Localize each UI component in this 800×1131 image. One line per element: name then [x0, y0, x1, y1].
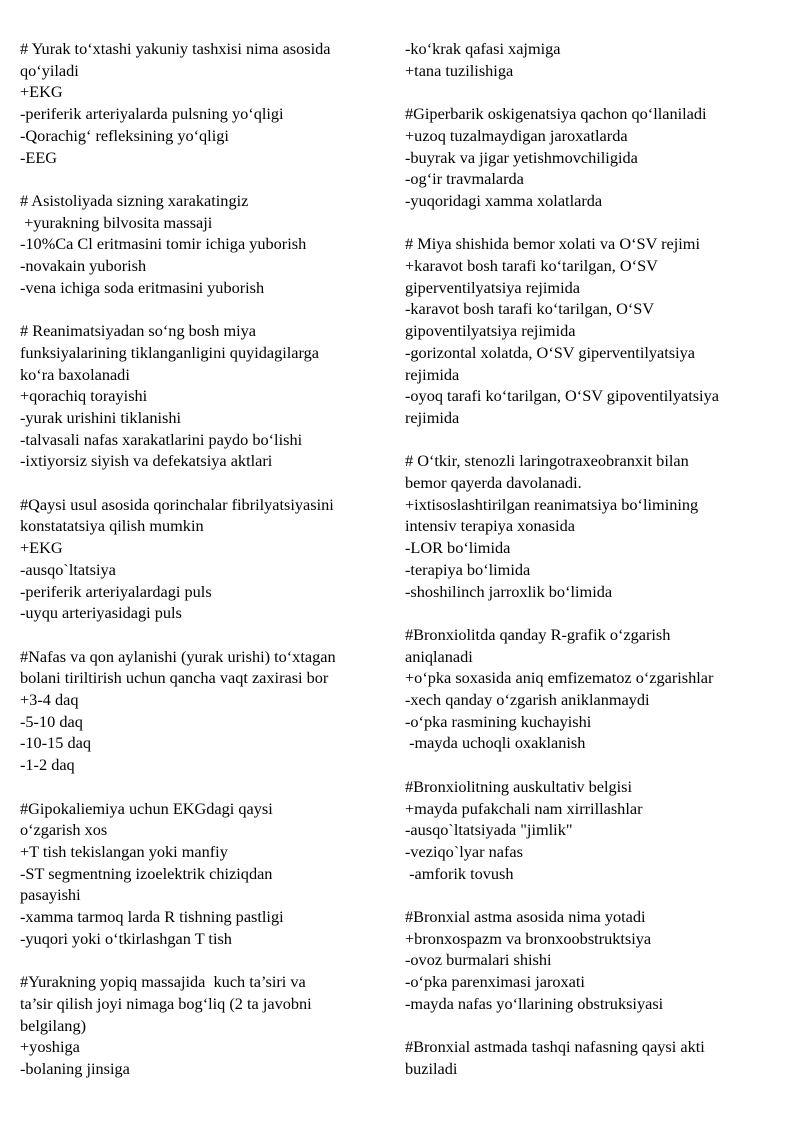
- answer-option-line: -yuqoridagi xamma xolatlarda: [405, 190, 603, 210]
- correct-answer-line: +yoshiga: [20, 1037, 80, 1057]
- answer-option-line: -o‘pka rasmining kuchayishi: [405, 711, 592, 731]
- answer-option-line: -ausqo`ltatsiyada "jimlik": [405, 820, 573, 840]
- correct-answer-line: +3-4 daq: [20, 690, 79, 710]
- answer-option-line: -1-2 daq: [20, 755, 75, 775]
- question-line: # Yurak to‘xtashi yakuniy tashxisi nima asosida: [20, 39, 331, 58]
- blank-line: [405, 754, 775, 776]
- answer-option-line: -periferik arteriyalardagi puls: [20, 581, 212, 601]
- answer-option-line: -terapiya bo‘limida: [405, 559, 531, 579]
- question-line: # Asistoliyada sizning xarakatingiz: [20, 190, 249, 210]
- blank-line: [20, 624, 388, 646]
- answer-option-line: -buyrak va jigar yetishmovchiligida: [405, 147, 638, 167]
- answer-option-line: -ovoz burmalari shishi: [405, 950, 552, 970]
- question-line: #Bronxial astma asosida nima yotadi: [405, 907, 646, 927]
- blank-line: [20, 776, 388, 798]
- answer-option-line: -novakain yuborish: [20, 256, 147, 276]
- blank-line: [405, 884, 775, 906]
- question-line: #Yurakning yopiq massajida kuch ta’siri va: [20, 972, 306, 992]
- correct-answer-line: +karavot bosh tarafi ko‘tarilgan, O‘SV: [405, 256, 658, 275]
- blank-line: [405, 212, 775, 234]
- answer-option-line: -10%Ca Cl eritmasini tomir ichiga yuborish: [20, 234, 307, 254]
- question-line: #Bronxial astmada tashqi nafasning qaysi akti: [405, 1037, 705, 1057]
- answer-option-line: -gorizontal xolatda, O‘SV giperventilyatsiya: [405, 342, 695, 362]
- blank-line: [405, 81, 775, 103]
- correct-answer-line: +mayda pufakchali nam xirrillashlar: [405, 798, 643, 818]
- answer-option-line: -o‘pka parenximasi jaroxati: [405, 972, 585, 992]
- blank-line: [405, 429, 775, 451]
- answer-option-line: -xamma tarmoq larda R tishning pastligi: [20, 907, 284, 927]
- correct-answer-line: +T tish tekislangan yoki manfiy: [20, 841, 228, 861]
- question-line: # O‘tkir, stenozli laringotraxeobranxit bilan: [405, 451, 689, 471]
- text-line: rejimida: [405, 364, 460, 384]
- blank-line: [405, 602, 775, 624]
- text-line: intensiv terapiya xonasida: [405, 516, 575, 536]
- text-line: bolani tiriltirish uchun qancha vaqt zaxirasi bor: [20, 668, 329, 688]
- right-column: [405, 38, 775, 1080]
- correct-answer-line: +uzoq tuzalmaydigan jaroxatlarda: [405, 125, 628, 145]
- text-line: qo‘yiladi: [20, 60, 79, 80]
- correct-answer-line: +yurakning bilvosita massaji: [20, 212, 213, 232]
- question-line: #Giperbarik oskigenatsiya qachon qo‘llaniladi: [405, 104, 707, 124]
- answer-option-line: -Qorachig‘ refleksining yo‘qligi: [20, 125, 229, 145]
- answer-option-line: -periferik arteriyalarda pulsning yo‘qligi: [20, 104, 284, 124]
- text-line: funksiyalarining tiklanganligini quyidagilarga: [20, 342, 320, 362]
- answer-option-line: -LOR bo‘limida: [405, 538, 511, 558]
- correct-answer-line: +qorachiq torayishi: [20, 386, 148, 406]
- answer-option-line: -mayda nafas yo‘llarining obstruksiyasi: [405, 993, 664, 1013]
- answer-option-line: -yuqori yoki o‘tkirlashgan T tish: [20, 928, 232, 948]
- question-line: #Gipokaliemiya uchun EKGdagi qaysi: [20, 798, 273, 818]
- blank-line: [20, 298, 388, 320]
- text-line: o‘zgarish xos: [20, 820, 108, 840]
- question-line: #Qaysi usul asosida qorinchalar fibrilyatsiyasini: [20, 494, 334, 514]
- text-line: rejimida: [405, 407, 460, 427]
- text-line: ko‘ra baxolanadi: [20, 364, 130, 384]
- correct-answer-line: +bronxospazm va bronxoobstruktsiya: [405, 928, 652, 948]
- answer-option-line: -veziqo`lyar nafas: [405, 841, 523, 861]
- text-line: pasayishi: [20, 885, 81, 905]
- blank-line: [405, 1015, 775, 1037]
- blank-line: [20, 168, 388, 190]
- text-line: ta’sir qilish joyi nimaga bog‘liq (2 ta javobni: [20, 993, 312, 1013]
- answer-option-line: -oyoq tarafi ko‘tarilgan, O‘SV gipoventilyatsiya: [405, 386, 719, 406]
- answer-option-line: -shoshilinch jarroxlik bo‘limida: [405, 581, 613, 601]
- correct-answer-line: +o‘pka soxasida aniq emfizematoz o‘zgarishlar: [405, 668, 714, 688]
- correct-answer-line: +tana tuzilishiga: [405, 60, 514, 80]
- left-column: [20, 38, 388, 1080]
- correct-answer-line: +EKG: [20, 82, 63, 102]
- text-line: aniqlanadi: [405, 646, 473, 666]
- answer-option-line: -10-15 daq: [20, 733, 91, 753]
- answer-option-line: -ST segmentning izoelektrik chiziqdan: [20, 863, 273, 883]
- answer-option-line: -vena ichiga soda eritmasini yuborish: [20, 277, 265, 297]
- question-line: # Reanimatsiyadan so‘ng bosh miya: [20, 321, 257, 341]
- answer-option-line: -og‘ir travmalarda: [405, 169, 524, 189]
- answer-option-line: -ausqo`ltatsiya: [20, 559, 116, 579]
- answer-option-line: -mayda uchoqli oxaklanish: [405, 733, 586, 753]
- answer-option-line: -EEG: [20, 147, 58, 167]
- answer-option-line: -karavot bosh tarafi ko‘tarilgan, O‘SV: [405, 299, 655, 319]
- answer-option-line: -amforik tovush: [405, 863, 514, 883]
- correct-answer-line: +EKG: [20, 538, 63, 558]
- answer-option-line: -xech qanday o‘zgarish aniklanmaydi: [405, 690, 650, 710]
- correct-answer-line: +ixtisoslashtirilgan reanimatsiya bo‘limining: [405, 494, 699, 514]
- answer-option-line: -yurak urishini tiklanishi: [20, 407, 181, 427]
- text-line: giperventilyatsiya rejimida: [405, 277, 580, 297]
- answer-option-line: -5-10 daq: [20, 711, 83, 731]
- answer-option-line: -ixtiyorsiz siyish va defekatsiya aktlari: [20, 451, 273, 471]
- text-line: konstatatsiya qilish mumkin: [20, 516, 204, 536]
- blank-line: [20, 949, 388, 971]
- question-line: #Bronxiolitning auskultativ belgisi: [405, 776, 633, 796]
- question-line: # Miya shishida bemor xolati va O‘SV rejimi: [405, 234, 700, 254]
- answer-option-line: -talvasali nafas xarakatlarini paydo bo‘lishi: [20, 429, 303, 449]
- answer-option-line: -uyqu arteriyasidagi puls: [20, 603, 182, 623]
- text-line: gipoventilyatsiya rejimida: [405, 321, 576, 341]
- answer-option-line: -bolaning jinsiga: [20, 1058, 130, 1078]
- text-line: bemor qayerda davolanadi.: [405, 473, 582, 493]
- question-line: #Nafas va qon aylanishi (yurak urishi) to‘xtagan: [20, 646, 336, 666]
- question-line: #Bronxiolitda qanday R-grafik o‘zgarish: [405, 624, 671, 644]
- text-line: buziladi: [405, 1058, 458, 1078]
- text-line: belgilang): [20, 1015, 87, 1035]
- answer-option-line: -ko‘krak qafasi xajmiga: [405, 39, 561, 58]
- blank-line: [20, 472, 388, 494]
